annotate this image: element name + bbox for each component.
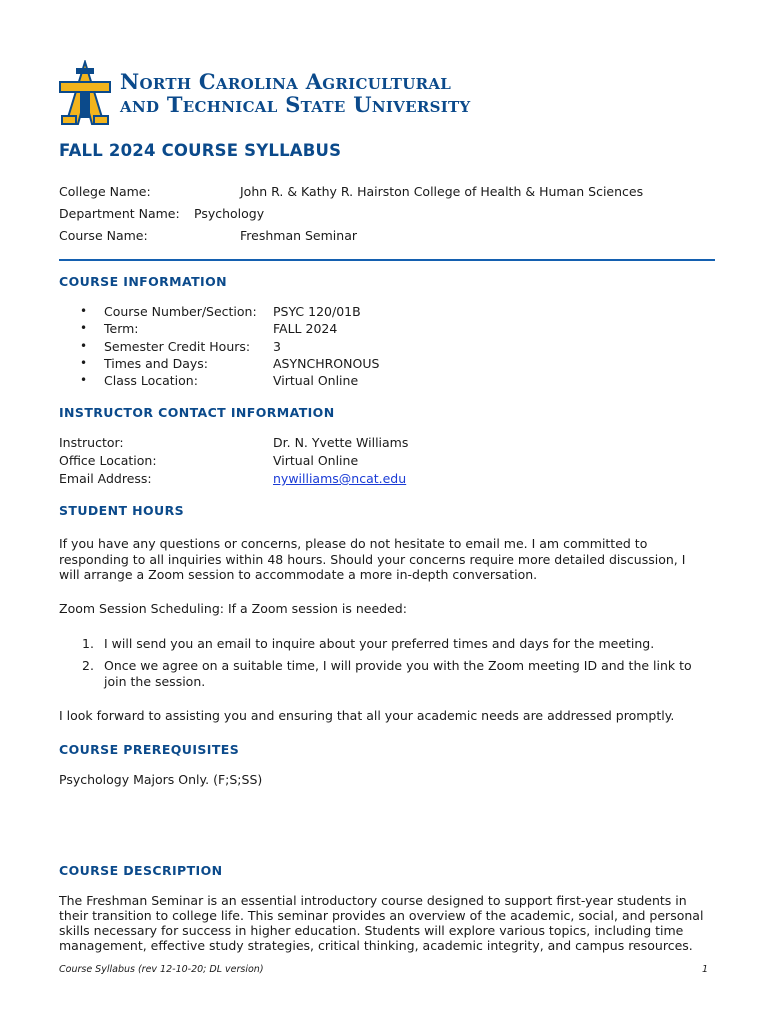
instructor-value: Dr. N. Yvette Williams — [273, 435, 409, 450]
prerequisites-heading: COURSE PREREQUISITES — [59, 742, 240, 757]
step-text: Once we agree on a suitable time, I will provide you with the Zoom meeting ID and the link to — [104, 658, 692, 673]
department-label: Department Name: — [59, 206, 180, 221]
email-link[interactable]: nywilliams@ncat.edu — [273, 471, 407, 486]
paragraph-line: skills necessary for success in higher education. Students will explore various topics, including time — [59, 923, 684, 938]
paragraph-line: will arrange a Zoom session to accommodate a more in-depth conversation. — [59, 567, 538, 582]
times-days-value: ASYNCHRONOUS — [273, 356, 380, 371]
instructor-contact-heading: INSTRUCTOR CONTACT INFORMATION — [59, 405, 335, 420]
paragraph-line: management, effective study strategies, critical thinking, academic integrity, and campus resources. — [59, 938, 693, 953]
footer-text: Course Syllabus (rev 12-10-20; DL version) — [59, 964, 264, 975]
instructor-label: Instructor: — [59, 435, 124, 450]
course-description-paragraph — [59, 893, 709, 953]
bullet-icon: • — [80, 373, 88, 387]
step-number: 2. — [82, 658, 94, 673]
course-number-label: Course Number/Section: — [104, 304, 257, 319]
class-location-label: Class Location: — [104, 373, 198, 388]
paragraph-line: The Freshman Seminar is an essential introductory course designed to support first-year students in — [59, 893, 687, 908]
university-name — [120, 70, 471, 116]
course-name-value: Freshman Seminar — [240, 228, 357, 243]
bullet-icon: • — [80, 339, 88, 353]
times-days-label: Times and Days: — [104, 356, 208, 371]
credit-hours-label: Semester Credit Hours: — [104, 339, 251, 354]
step-text: join the session. — [104, 674, 206, 689]
student-hours-paragraph — [59, 536, 709, 583]
paragraph-line: If you have any questions or concerns, please do not hesitate to email me. I am committed to — [59, 536, 648, 551]
zoom-scheduling-text: Zoom Session Scheduling: If a Zoom session is needed: — [59, 601, 407, 616]
prerequisites-text: Psychology Majors Only. (F;S;SS) — [59, 772, 263, 787]
term-label: Term: — [104, 321, 139, 336]
aggie-logo-icon — [58, 60, 112, 126]
course-number-value: PSYC 120/01B — [273, 304, 361, 319]
course-description-heading: COURSE DESCRIPTION — [59, 863, 223, 878]
header-divider — [59, 259, 715, 261]
term-value: FALL 2024 — [273, 321, 338, 336]
course-information-heading: COURSE INFORMATION — [59, 274, 227, 289]
student-hours-heading: STUDENT HOURS — [59, 503, 184, 518]
class-location-value: Virtual Online — [273, 373, 359, 388]
page-number: 1 — [702, 964, 709, 975]
office-location-label: Office Location: — [59, 453, 157, 468]
paragraph-line: their transition to college life. This seminar provides an overview of the academic, social, and personal — [59, 908, 704, 923]
document-title: FALL 2024 COURSE SYLLABUS — [59, 141, 342, 160]
college-label: College Name: — [59, 184, 151, 199]
bullet-icon: • — [80, 304, 88, 318]
university-logo — [58, 60, 518, 126]
credit-hours-value: 3 — [273, 339, 281, 354]
office-location-value: Virtual Online — [273, 453, 359, 468]
department-value: Psychology — [194, 206, 265, 221]
step-number: 1. — [82, 636, 94, 651]
course-name-label: Course Name: — [59, 228, 148, 243]
paragraph-line: responding to all inquiries within 48 hours. Should your concerns require more detailed discussion, I — [59, 551, 686, 567]
bullet-icon: • — [80, 356, 88, 370]
university-name-line1: North Carolina Agricultural — [120, 69, 452, 94]
step-text: I will send you an email to inquire about your preferred times and days for the meeting. — [104, 636, 655, 651]
college-value: John R. & Kathy R. Hairston College of Health & Human Sciences — [240, 184, 644, 199]
bullet-icon: • — [80, 321, 88, 335]
closing-text: I look forward to assisting you and ensuring that all your academic needs are addressed promptly. — [59, 708, 675, 723]
university-name-line2: and Technical State University — [120, 92, 471, 117]
email-label: Email Address: — [59, 471, 152, 486]
